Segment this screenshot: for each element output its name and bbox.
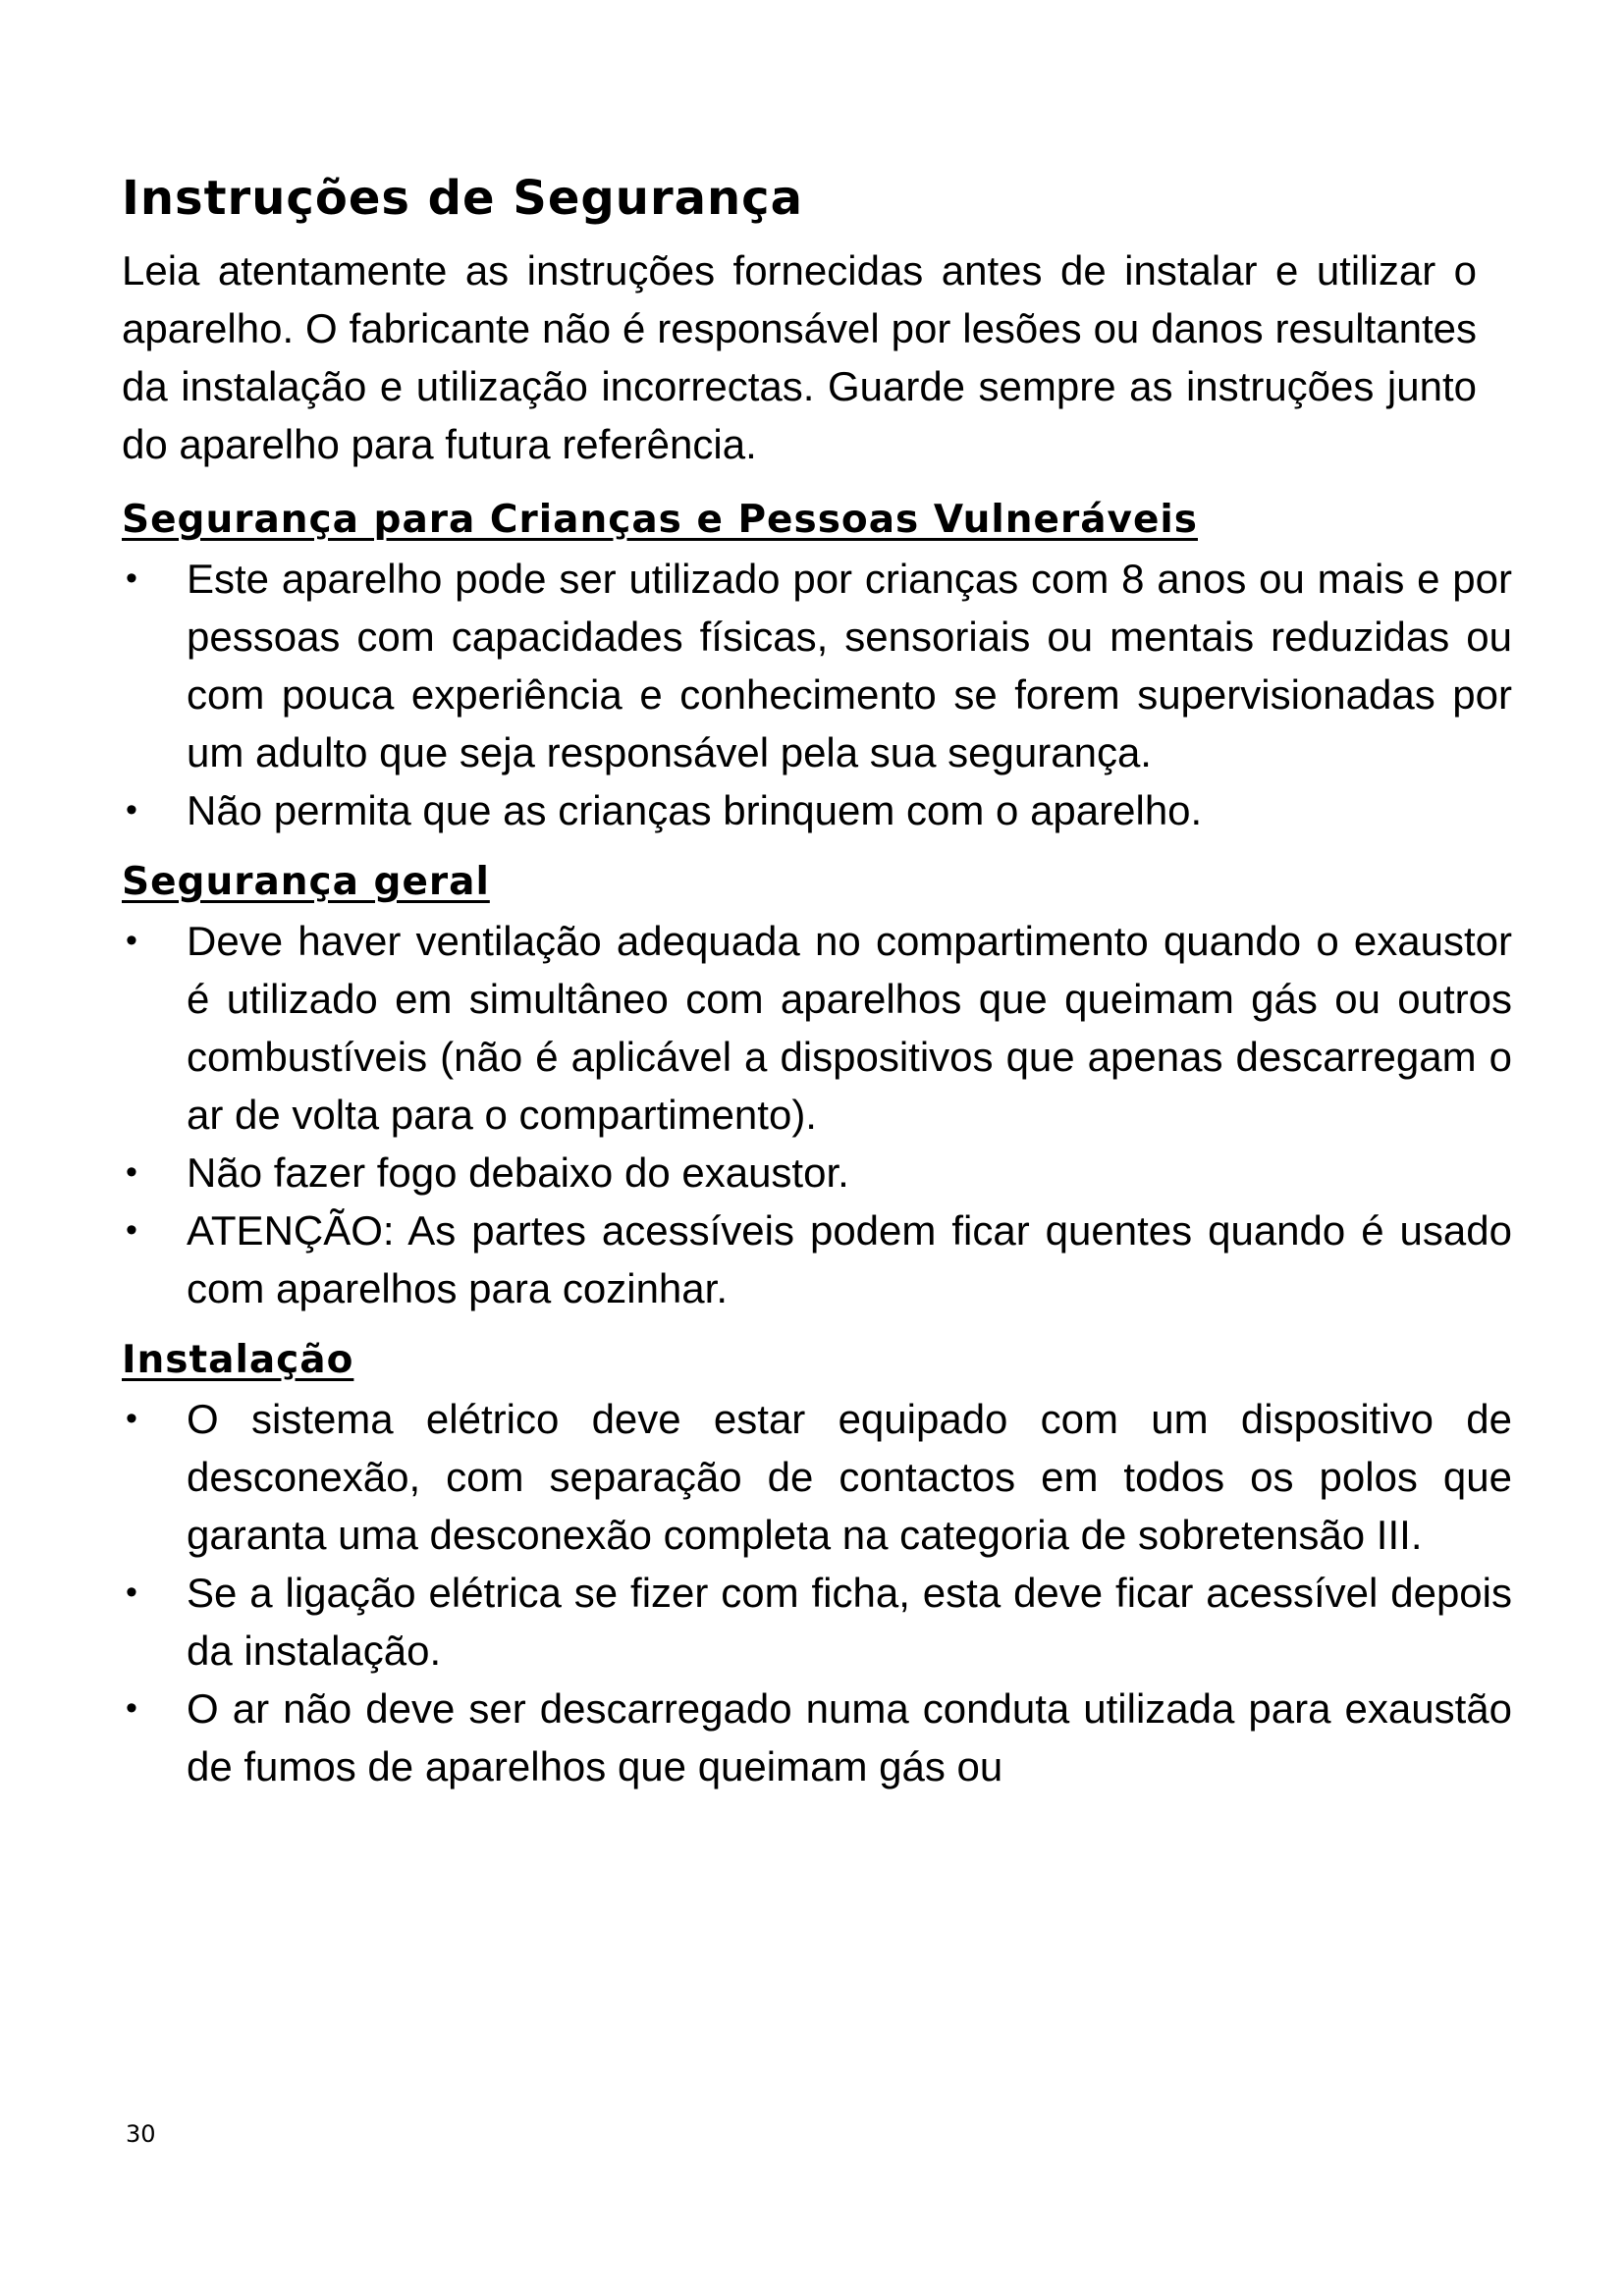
list-item-text: Não fazer fogo debaixo do exaustor. [187, 1149, 849, 1196]
bullet-list [122, 1390, 1516, 1795]
list-item [122, 1680, 1512, 1795]
list-item-text: O sistema elétrico deve estar equipado com um dispositivo de desconexão, com separação de contactos em todos os polos que garanta uma desconexão completa na categoria de sobretensão III. [187, 1396, 1512, 1558]
section-installation [122, 1335, 1516, 1795]
list-item-text: Deve haver ventilação adequada no compartimento quando o exaustor é utilizado em simultâneo com aparelhos que queimam gás ou outros combustíveis (não é aplicável a dispositivos que apenas descarregam o ar de volta para o compartimento). [187, 918, 1512, 1138]
section-heading: Segurança geral [122, 860, 490, 904]
list-item [122, 1390, 1512, 1564]
list-item [122, 781, 1512, 839]
bullet-icon: • [126, 1689, 137, 1727]
bullet-icon: • [126, 560, 137, 597]
list-item [122, 912, 1512, 1144]
list-item-text: Se a ligação elétrica se fizer com ficha, esta deve ficar acessível depois da instalação. [187, 1570, 1512, 1674]
list-item [122, 1201, 1512, 1317]
bullet-icon: • [126, 1153, 137, 1191]
page-title: Instruções de Segurança [122, 171, 804, 226]
document-page [122, 169, 1516, 1813]
list-item [122, 550, 1512, 781]
bullet-icon: • [126, 922, 137, 959]
section-general-safety [122, 857, 1516, 1317]
bullet-list [122, 912, 1516, 1317]
section-heading: Segurança para Crianças e Pessoas Vulneráveis [122, 498, 1198, 542]
list-item-text: ATENÇÃO: As partes acessíveis podem ficar quentes quando é usado com aparelhos para cozinhar. [187, 1207, 1512, 1311]
bullet-list [122, 550, 1516, 839]
bullet-icon: • [126, 791, 137, 828]
list-item [122, 1144, 1512, 1201]
bullet-icon: • [126, 1211, 137, 1249]
intro-paragraph: Leia atentamente as instruções fornecidas antes de instalar e utilizar o aparelho. O fabricante não é responsável por lesões ou danos resultantes da instalação e utilização incorrectas. Guarde sempre as instruções junto do aparelho para futura referência. [122, 247, 1477, 467]
bullet-icon: • [126, 1574, 137, 1611]
list-item [122, 1564, 1512, 1680]
list-item-text: Este aparelho pode ser utilizado por crianças com 8 anos ou mais e por pessoas com capacidades físicas, sensoriais ou mentais reduzidas ou com pouca experiência e conhecimento se forem supervisionadas por um adulto que seja responsável pela sua segurança. [187, 556, 1512, 775]
page-number: 30 [126, 2120, 156, 2148]
section-heading: Instalação [122, 1338, 354, 1382]
section-children-safety [122, 495, 1516, 839]
bullet-icon: • [126, 1400, 137, 1437]
list-item-text: O ar não deve ser descarregado numa conduta utilizada para exaustão de fumos de aparelhos que queimam gás ou [187, 1685, 1512, 1789]
list-item-text: Não permita que as crianças brinquem com o aparelho. [187, 787, 1203, 833]
